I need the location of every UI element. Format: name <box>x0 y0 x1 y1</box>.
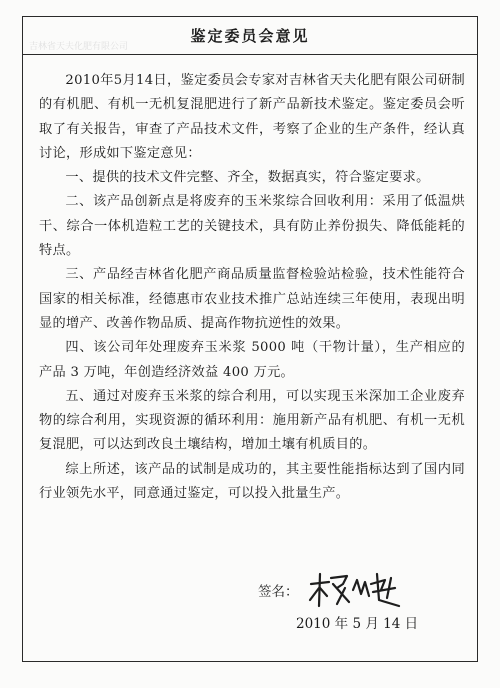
document-title: 鉴定委员会意见 <box>190 27 310 45</box>
opinion-item-4: 四、该公司年处理废弃玉米浆 5000 吨（干物计量），生产相应的产品 3 万吨，年创造经济效益 400 万元。 <box>39 340 465 380</box>
opinion-item-5: 五、通过对废弃玉米浆的综合利用，可以实现玉米深加工企业废弃物的综合利用，实现资源的循环利用：施用新产品有机肥、有机一无机复混肥，可以达到改良土壤结构，增加土壤有机质目的。 <box>39 388 465 453</box>
conclusion-paragraph: 综上所述，该产品的试制是成功的，其主要性能指标达到了国内同行业领先水平，同意通过鉴定，可以投入批量生产。 <box>39 461 465 502</box>
opinion-item-2: 二、该产品创新点是将废弃的玉米浆综合回收利用：采用了低温烘干、综合一体机造粒工艺的关键技术，具有防止养份损失、降低能耗的特点。 <box>39 194 465 259</box>
document-date: 2010 年 5 月 14 日 <box>296 616 419 632</box>
signature-row <box>258 570 403 610</box>
handwritten-signature <box>307 570 403 610</box>
bleed-through-text: 吉林省天夫化肥有限公司 <box>29 42 129 51</box>
document-body <box>39 69 465 506</box>
signature-label: 签名： <box>258 584 299 600</box>
intro-paragraph: 2010年5月14日，鉴定委员会专家对吉林省天夫化肥有限公司研制的有机肥、有机一无机复混肥进行了新产品新技术鉴定。鉴定委员会听取了有关报告，审查了产品技术文件，考察了企业的生产条件，经认真讨论，形成如下鉴定意见： <box>39 73 465 161</box>
opinion-item-1: 一、提供的技术文件完整、齐全，数据真实，符合鉴定要求。 <box>65 170 430 186</box>
opinion-frame <box>22 16 478 662</box>
opinion-item-3: 三、产品经吉林省化肥产商品质量监督检验站检验，技术性能符合国家的相关标准，经德惠市农业技术推广总站连续三年使用，表现出明显的增产、改善作物品质、提高作物抗逆性的效果。 <box>39 267 465 331</box>
